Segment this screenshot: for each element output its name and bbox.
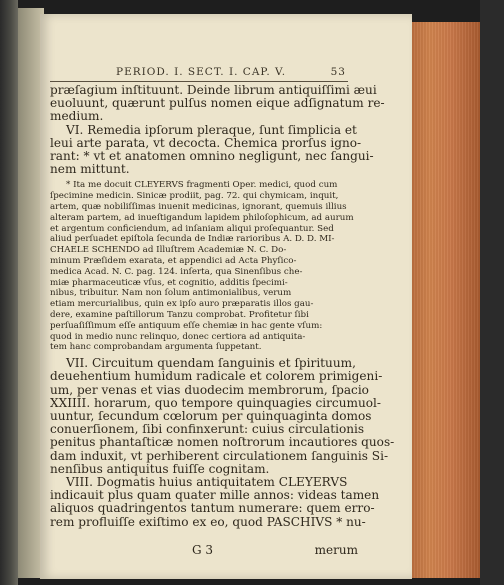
text-line: leui arte parata, vt decocta. Chemica prorſus igno- xyxy=(50,135,362,150)
text-line: rant: * vt et anatomen omnino negligunt, nec ſangui- xyxy=(50,149,374,164)
catchword: merum xyxy=(314,543,358,557)
text-line: deuehentium humidum radicale et colorem primigeni- xyxy=(50,369,383,384)
text-line: dam induxit, vt perhiberent circulationem ſanguinis Si- xyxy=(50,448,389,463)
paragraph-block-top xyxy=(50,83,385,177)
page-number: 53 xyxy=(330,66,346,78)
book-spine-shadow xyxy=(0,0,18,585)
book-fore-edge xyxy=(408,22,480,578)
text-line: medium. xyxy=(50,109,104,124)
footnote-line: miæ pharmaceuticæ vſus, et cognitio, additis ſpecimi- xyxy=(50,277,288,288)
text-line: aliquos quadringentos tantum numerare: quem erro- xyxy=(50,501,375,516)
page-text xyxy=(50,80,395,529)
footnote-line: dere, examine paſtillorum Tanzu comprobat. Profitetur ſibi xyxy=(50,309,309,320)
paragraph-block-middle xyxy=(50,356,395,476)
footnote-line: perſuaſiſſimum eſſe antiquum eſſe chemiæ in hac gente vſum: xyxy=(50,320,323,331)
footnote-line: etiam mercurialibus, quin ex ipſo auro præparatis illos gau- xyxy=(50,299,314,310)
background-right xyxy=(480,0,504,585)
text-line: nem mittunt. xyxy=(50,162,130,177)
text-line: VII. Circuitum quendam ſanguinis et ſpirituum, xyxy=(66,356,356,371)
signature-mark: G 3 xyxy=(192,543,214,557)
text-line: euoluunt, quærunt pulſus nomen eique adſignatum re- xyxy=(50,96,385,111)
text-line: præſagium inſtituunt. Deinde librum antiquiſſimi æui xyxy=(50,83,377,97)
running-header xyxy=(56,66,346,80)
text-line: XXIIII. horarum, quo tempore quinquagies circumuol- xyxy=(50,395,381,410)
footnote-line: aliud perſuadet epiſtola ſecunda de Indiæ rarioribus A. D. D. MI- xyxy=(50,234,335,245)
text-line: uuntur, ſecundum cœlorum per quinquaginta domos xyxy=(50,408,372,423)
footnote-line: minum Præſidem exarata, et appendici ad Acta Phyſico- xyxy=(50,256,297,266)
footnote-line: artem, quæ nobiliſſimas inuenit medicinas, ignorant, quemuis illius xyxy=(50,202,347,213)
footnote-line: CHAELE SCHENDO ad Illuſtrem Academiæ N. C. Do- xyxy=(50,245,287,256)
text-line: indicauit plus quam quater mille annos: videas tamen xyxy=(50,488,380,503)
catchline xyxy=(192,543,382,557)
text-line: conuerſionem, ſibi confinxerunt: cuius circulationis xyxy=(50,422,365,437)
text-line: penitus phantaſticæ nomen noſtrorum incautiores quos- xyxy=(50,435,395,450)
footnote-line: medica Acad. N. C. pag. 124. inſerta, qua Sinenſibus che- xyxy=(50,266,303,277)
footnote xyxy=(50,180,360,353)
footnote-line: nibus, tribuitur. Nam non ſolum antimonialibus, verum xyxy=(50,288,292,299)
text-line: um, per venas et vias duodecim membrorum, ſpacio xyxy=(50,382,369,397)
paragraph-block-bottom xyxy=(50,475,380,529)
text-line: VI. Remedia ipſorum pleraque, ſunt ſimplicia et xyxy=(66,122,357,137)
text-line: rem profluiſſe exiſtimo ex eo, quod PASCHIVS * nu- xyxy=(50,514,366,529)
footnote-line: quod in medio nunc relinquo, donec certiora ad antiquita- xyxy=(50,331,306,342)
footnote-line: tem hanc comprobandam argumenta ſuppetant. xyxy=(50,342,262,353)
text-line: VIII. Dogmatis huius antiquitatem CLEYERVS xyxy=(66,475,348,489)
footnote-line: * Ita me docuit CLEYERVS fragmenti Oper. medici, quod cum xyxy=(66,180,338,191)
footnote-line: ſpecimine medicin. Sinicæ prodiit, pag. 72. qui chymicam, inquit, xyxy=(50,191,339,202)
footnote-line: et argentum conficiendum, ad inſaniam aliqui proſequantur. Sed xyxy=(50,223,334,234)
text-line: nenſibus antiquitus fuiſſe cognitam. xyxy=(50,461,270,476)
footnote-line: alteram partem, ad inueſtigandum lapidem philoſophicum, ad aurum xyxy=(50,212,354,223)
running-title: PERIOD. I. SECT. I. CAP. V. xyxy=(116,66,287,78)
